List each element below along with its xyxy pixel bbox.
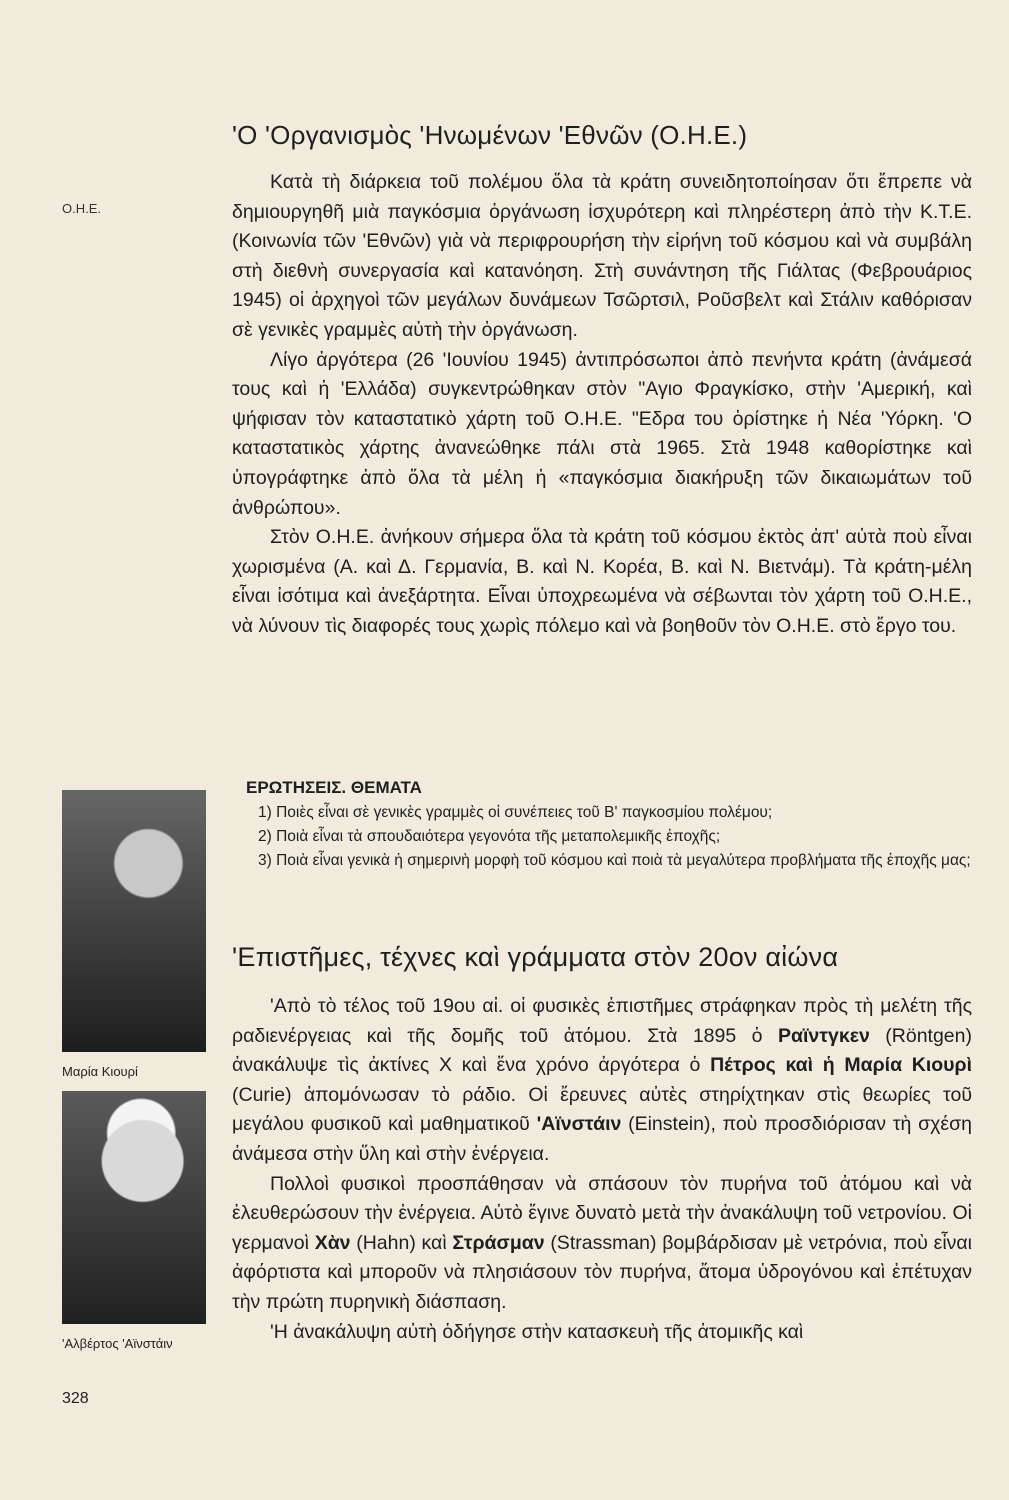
section-title-science: 'Επιστῆμες, τέχνες καὶ γράμματα στὸν 20ον αἰώνα	[232, 942, 839, 972]
section-title-un: 'Ο 'Οργανισμὸς 'Ηνωμένων 'Εθνῶν (Ο.Η.Ε.)	[232, 120, 748, 150]
ohe-margin-label: Ο.Η.Ε.	[62, 201, 102, 216]
einstein-caption: 'Αλβέρτος 'Αϊνστάιν	[62, 1336, 173, 1351]
science-1-part-6: 'Αϊνστάιν	[536, 1113, 622, 1136]
questions-section	[246, 777, 973, 873]
paragraph-un-3: Στὸν Ο.Η.Ε. ἀνήκουν σήμερα ὅλα τὰ κράτη τοῦ κόσμου ἐκτὸς ἀπ' αὐτὰ ποὺ εἶναι χωρισμένα (Α. καὶ Δ. Γερμανία, Β. καὶ Ν. Κορέα, Β. καὶ Ν. Βιετνάμ). Τὰ κράτη-μέλη εἶναι ἰσότιμα καὶ ἀνεξάρτητα. Εἶναι ὑποχρεωμένα νὰ σέβωνται τὸν χάρτη τοῦ Ο.Η.Ε., νὰ λύνουν τὶς διαφορές τους χωρὶς πόλεμο καὶ νὰ βοηθοῦν τὸν Ο.Η.Ε. στὸ ἔργο του.	[232, 526, 972, 637]
science-1-part-2: Ραϊντγκεν	[778, 1024, 870, 1047]
paragraph-science-3	[232, 1318, 972, 1348]
science-1-part-1: 'Απὸ τὸ τέλος τοῦ 19ου αἰ. οἱ φυσικὲς ἐπιστῆμες στράφηκαν πρὸς τὴ μελέτη τῆς ραδιενέργειας καὶ τῆς δομῆς τοῦ ἀτόμου. Στὰ 1895 ὁ	[232, 995, 972, 1047]
paragraph-un-2: Λίγο ἀργότερα (26 'Ιουνίου 1945) ἀντιπρόσωποι ἀπὸ πενήντα κράτη (ἀνάμεσά τους καὶ ἡ 'Ελλάδα) συγκεντρώθηκαν στὸν "Αγιο Φραγκίσκο, στὴν 'Αμερική, καὶ ψήφισαν τὸν καταστατικὸ χάρτη τοῦ Ο.Η.Ε. "Εδρα του ὁρίστηκε ἡ Νέα 'Υόρκη. 'Ο καταστατικὸς χάρτης ἀνανεώθηκε πάλι στὰ 1965. Στὰ 1948 καθορίστηκε καὶ ὑπογράφτηκε ἀπὸ ὅλα τὰ μέλη ἡ «παγκόσμια διακήρυξη τῶν δικαιωμάτων τοῦ ἀνθρώπου».	[232, 348, 972, 519]
marie-curie-caption: Μαρία Κιουρί	[62, 1064, 138, 1079]
science-3-part-1: 'Η ἀνακάλυψη αὐτὴ ὁδήγησε στὴν κατασκευὴ τῆς ἀτομικῆς καὶ	[270, 1320, 804, 1343]
science-2-part-4: Στράσμαν	[452, 1231, 545, 1254]
science-1-part-7: (Einstein), ποὺ προσδιόρισαν τὴ σχέση ἀνάμεσα στὴν ὕλη καὶ στὴν ἐνέργεια.	[232, 1113, 972, 1165]
science-1-part-5: (Curie) ἀπομόνωσαν τὸ ράδιο. Οἱ ἔρευνες αὐτὲς στηρίχτηκαν στὶς θεωρίες τοῦ μεγάλου φυσικοῦ καὶ μαθηματικοῦ	[232, 1083, 972, 1136]
questions-heading: ΕΡΩΤΗΣΕΙΣ. ΘΕΜΑΤΑ	[246, 778, 422, 797]
science-2-part-2: Χὰν	[314, 1231, 351, 1254]
paragraph-science-1	[232, 992, 972, 1170]
science-1-part-4: Πέτρος καὶ ἡ Μαρία Κιουρὶ	[710, 1054, 972, 1077]
page-number: 328	[62, 1390, 89, 1407]
science-2-part-3: (Hahn) καὶ	[350, 1231, 453, 1254]
question-1: 1) Ποιὲς εἶναι σὲ γενικὲς γραμμὲς οἱ συνέπειες τοῦ Β' παγκοσμίου πολέμου;	[258, 804, 773, 821]
paragraph-science-2	[232, 1170, 972, 1318]
section-science	[232, 938, 972, 1347]
science-2-part-1: Πολλοὶ φυσικοὶ προσπάθησαν νὰ σπάσουν τὸν πυρήνα τοῦ ἀτόμου καὶ νὰ ἐλευθερώσουν τὴν ἐνέργεια. Αὐτὸ ἔγινε δυνατὸ μετὰ τὴν ἀνακάλυψη τοῦ νετρονίου. Οἱ γερμανοὶ	[232, 1172, 972, 1254]
section-un	[232, 118, 972, 642]
question-3: 3) Ποιὰ εἶναι γενικὰ ἡ σημερινὴ μορφὴ τοῦ κόσμου καὶ ποιὰ τὰ μεγαλύτερα προβλήματα τῆς ἐποχῆς μας;	[258, 852, 971, 869]
marie-curie-photo	[62, 790, 206, 1052]
science-1-part-3: (Röntgen) ἀνακάλυψε τὶς ἀκτίνες Χ καὶ ἕνα χρόνο ἀργότερα ὁ	[232, 1024, 972, 1077]
einstein-photo	[62, 1091, 206, 1324]
paragraph-un-1: Κατὰ τὴ διάρκεια τοῦ πολέμου ὅλα τὰ κράτη συνειδητοποίησαν ὅτι ἔπρεπε νὰ δημιουργηθῆ μιὰ παγκόσμια ὀργάνωση ἰσχυρότερη καὶ πληρέστερη ἀπὸ τὴν Κ.Τ.Ε. (Κοινωνία τῶν 'Εθνῶν) γιὰ νὰ περιφρουρήση τὴν εἰρήνη τοῦ κόσμου καὶ νὰ συμβάλη στὴ διεθνὴ συνεργασία καὶ κατανόηση. Στὴ συνάντηση τῆς Γιάλτας (Φεβρουάριος 1945) οἱ ἀρχηγοὶ τῶν μεγάλων δυνάμεων Τσῶρτσιλ, Ροῦσβελτ καὶ Στάλιν καθόρισαν σὲ γενικὲς γραμμὲς αὐτὴ τὴν ὀργάνωση.	[232, 171, 972, 341]
question-2: 2) Ποιὰ εἶναι τὰ σπουδαιότερα γεγονότα τῆς μεταπολεμικῆς ἐποχῆς;	[258, 828, 721, 845]
science-2-part-5: (Strassman) βομβάρδισαν μὲ νετρόνια, ποὺ εἶναι ἀφόρτιστα καὶ μποροῦν νὰ πλησιάσουν τὸν πυρήνα, ἄτομα ὑδρογόνου καὶ ἐπέτυχαν τὴν πρώτη πυρηνικὴ διάσπαση.	[232, 1231, 973, 1313]
